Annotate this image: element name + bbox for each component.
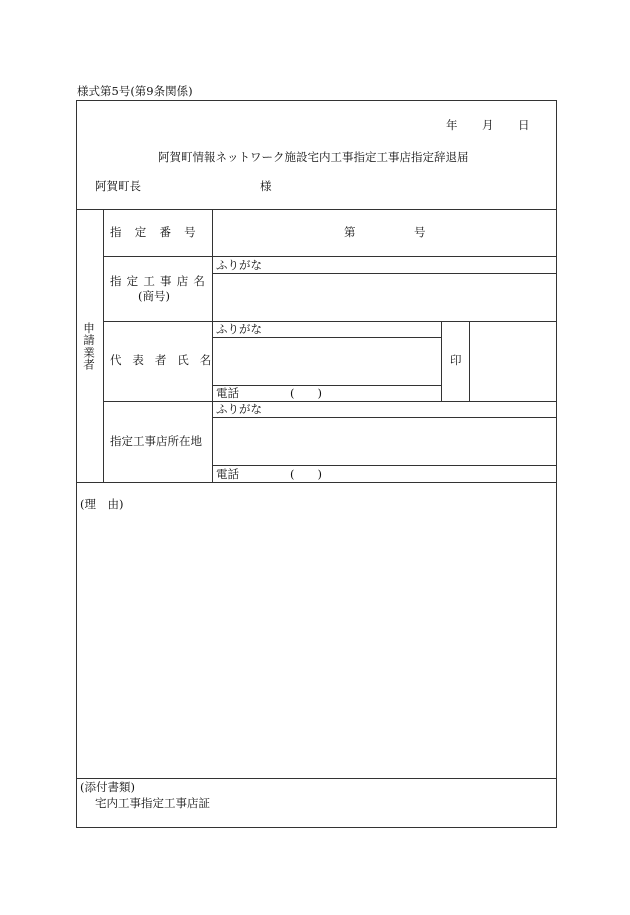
number-prefix: 第 xyxy=(344,225,356,239)
phone-divider xyxy=(212,385,441,386)
document-title: 阿賀町情報ネットワーク施設宅内工事指定工事店指定辞退届 xyxy=(158,150,469,164)
applicant-column-line xyxy=(103,209,104,482)
date-day: 日 xyxy=(518,118,530,132)
attachments-item: 宅内工事指定工事店証 xyxy=(95,796,210,810)
addressee-name: 阿賀町長 xyxy=(95,179,141,193)
address-phone-label: 電話 xyxy=(216,467,239,481)
form-label: 様式第5号(第9条関係) xyxy=(77,84,193,98)
shop-name-furigana: ふりがな xyxy=(216,258,262,272)
section-divider-bottom xyxy=(76,482,557,483)
addressee-honorific: 様 xyxy=(260,179,272,193)
section-divider-top xyxy=(76,209,557,210)
address-label: 指定工事店所在地 xyxy=(110,434,202,448)
number-label: 指定番号 xyxy=(110,225,209,239)
phone-divider xyxy=(212,465,557,466)
number-suffix: 号 xyxy=(414,225,426,239)
shop-name-sublabel: (商号) xyxy=(138,289,170,303)
seal-column-right xyxy=(469,321,470,402)
furigana-divider xyxy=(212,337,441,338)
row-divider xyxy=(103,256,557,257)
row-divider xyxy=(103,321,557,322)
furigana-divider xyxy=(212,273,557,274)
representative-label: 代表者氏名 xyxy=(110,353,223,367)
attachments-label: (添付書類) xyxy=(80,780,135,794)
seal-column-left xyxy=(441,321,442,402)
furigana-divider xyxy=(212,417,557,418)
address-furigana: ふりがな xyxy=(216,402,262,416)
address-phone-paren: ( ) xyxy=(290,467,322,481)
reason-label: (理 由) xyxy=(80,497,124,511)
row-divider xyxy=(103,401,557,402)
representative-furigana: ふりがな xyxy=(216,322,262,336)
representative-phone-label: 電話 xyxy=(216,386,239,400)
shop-name-label: 指定工事店名 xyxy=(110,274,211,288)
applicant-label: 申請業者 xyxy=(82,322,96,371)
date-year: 年 xyxy=(446,118,458,132)
label-column-line xyxy=(212,209,213,482)
attachments-divider xyxy=(76,778,557,779)
seal-label: 印 xyxy=(450,353,462,367)
date-month: 月 xyxy=(482,118,494,132)
representative-phone-paren: ( ) xyxy=(290,386,322,400)
